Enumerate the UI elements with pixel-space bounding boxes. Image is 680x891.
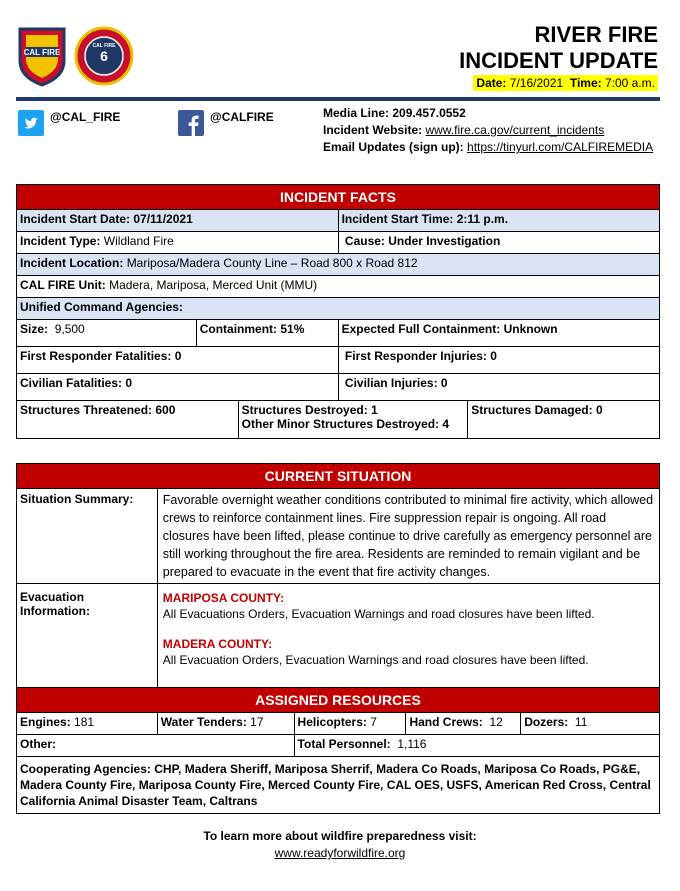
fr-injuries: First Responder Injuries: 0 xyxy=(344,349,497,363)
dozers-count: 11 xyxy=(574,715,588,729)
current-situation-header: CURRENT SITUATION xyxy=(17,464,660,489)
helicopters-count: 7 xyxy=(370,715,377,729)
svg-text:6: 6 xyxy=(100,48,108,64)
incident-location: Mariposa/Madera County Line – Road 800 x Road 812 xyxy=(126,256,418,270)
cause: Cause: Under Investigation xyxy=(344,234,501,248)
civ-injuries: Civilian Injuries: 0 xyxy=(344,376,448,390)
twitter-handle: @CAL_FIRE xyxy=(50,110,121,124)
structures-destroyed: Structures Destroyed: 1 xyxy=(241,403,378,417)
other-label: Other: xyxy=(20,737,56,751)
start-date: Incident Start Date: 07/11/2021 xyxy=(20,212,193,226)
cooperating-agencies: Cooperating Agencies: CHP, Madera Sheriff, Mariposa Sherrif, Madera Co Roads, Mariposa Co Roads, PG&E, Madera County Fire, Mariposa County Fire, Merced County Fire, CAL OES, USFS, American Red Cross, Central California Animal Disaster Team, Caltrans xyxy=(20,762,651,808)
mariposa-county-title: MARIPOSA COUNTY: xyxy=(162,591,285,605)
facebook-handle: @CALFIRE xyxy=(210,110,274,124)
structures-damaged: Structures Damaged: 0 xyxy=(471,403,603,417)
fire-size: 9,500 xyxy=(54,322,85,336)
readyforwildfire-link[interactable]: www.readyforwildfire.org xyxy=(274,846,406,860)
header-divider xyxy=(16,97,660,101)
total-personnel: 1,116 xyxy=(397,737,427,751)
madera-county-text: All Evacuation Orders, Evacuation Warnings and road closures have been lifted. xyxy=(162,653,589,667)
madera-county-title: MADERA COUNTY: xyxy=(162,637,273,651)
start-time: Incident Start Time: 2:11 p.m. xyxy=(341,212,509,226)
title-block xyxy=(459,22,658,92)
mariposa-county-text: All Evacuations Orders, Evacuation Warnings and road closures have been lifted. xyxy=(162,607,595,621)
hand-crews-count: 12 xyxy=(489,715,503,729)
date-time-banner: Date: 7/16/2021 Time: 7:00 a.m. xyxy=(473,75,658,91)
structures-threatened: Structures Threatened: 600 xyxy=(20,403,176,417)
contact-info: Media Line: 209.457.0552 Incident Website: www.fire.ca.gov/current_incidents Email Updates (sign up): https://tinyurl.com/CALFIREMEDIA xyxy=(323,106,654,154)
time-value: 7:00 a.m. xyxy=(604,76,655,90)
current-situation-table: CURRENT SITUATION Situation Summary: Favorable overnight weather conditions contributed to minimal fire activity, which allowed crews to reinforce containment lines. Fire suppression repair is ongoing. All road closures have been lifted, please continue to drive carefully as emergency personnel are still working throughout the fire area. Residents are reminded to remain vigilant and be prepared to evacuate in the event that fire activity changes. Evacuation Information: MARIPOSA COUNTY: All Evacuations Orders, Evacuation Warnings and road closures have been lifted. MADERA COUNTY: All Evacuation Orders, Evacuation Warnings and road closures have been lifted. ASSIGNED RESOURCES Engines: 181 Water Tenders: 17 Helicopters: 7 Hand Crews: 12 Dozers: 11 Other: Total Personnel: 1,116 Cooperating Agencies: CHP, Madera Sheriff, Mariposa Sherrif, Madera Co Roads, Mariposa Co Roads, PG&E, Madera County Fire, Mariposa County Fire, Merced County Fire, CAL OES, USFS, American Red Cross, Central California Animal Disaster Team, Caltrans xyxy=(16,463,660,814)
engines-count: 181 xyxy=(74,715,95,729)
cal-fire-shield-logo xyxy=(16,25,134,87)
situation-summary-label: Situation Summary: xyxy=(20,492,134,506)
footer xyxy=(0,828,680,862)
facebook-icon xyxy=(178,110,204,136)
containment: Containment: 51% xyxy=(199,322,305,336)
title-line1: RIVER FIRE xyxy=(534,22,658,47)
fr-fatalities: First Responder Fatalities: 0 xyxy=(20,349,182,363)
situation-summary-text: Favorable overnight weather conditions contributed to minimal fire activity, which allowed crews to reinforce containment lines. Fire suppression repair is ongoing. All road closures have been lifted, please continue to drive carefully as emergency personnel are still working throughout the fire area. Residents are reminded to remain vigilant and be prepared to evacuate in the event that fire activity changes. xyxy=(157,489,659,584)
cal-fire-logos xyxy=(16,25,134,87)
twitter-icon xyxy=(18,110,44,136)
incident-type: Wildland Fire xyxy=(103,234,174,248)
title-line2: INCIDENT UPDATE xyxy=(459,48,658,73)
date-value: 7/16/2021 xyxy=(509,76,564,90)
svg-text:CAL FIRE: CAL FIRE xyxy=(23,48,61,57)
minor-structures-destroyed: Other Minor Structures Destroyed: 4 xyxy=(241,417,450,431)
twitter-link[interactable] xyxy=(18,110,120,136)
incident-website-link[interactable]: www.fire.ca.gov/current_incidents xyxy=(425,123,605,137)
unified-command: Unified Command Agencies: xyxy=(20,300,183,314)
facebook-link[interactable] xyxy=(178,110,274,136)
evacuation-label: Evacuation Information: xyxy=(20,590,90,618)
expected-containment: Expected Full Containment: Unknown xyxy=(341,322,558,336)
civ-fatalities: Civilian Fatalities: 0 xyxy=(20,376,133,390)
cal-fire-unit: Madera, Mariposa, Merced Unit (MMU) xyxy=(109,278,318,292)
svg-text:CAL FIRE: CAL FIRE xyxy=(92,43,116,49)
water-tenders-count: 17 xyxy=(250,715,264,729)
incident-facts-table: INCIDENT FACTS Incident Start Date: 07/11/2021 Incident Start Time: 2:11 p.m. Incident Type: Wildland Fire Cause: Under Investigation Incident Location: Mariposa/Madera County Line – Road 800 x Road 812 CAL FIRE Unit: Madera, Mariposa, Merced Unit (MMU) Unified Command Agencies: Size: 9,500 Containment: 51% Expected Full Containment: Unknown First Responder Fatalities: 0 First Responder Injuries: 0 Civilian Fatalities: 0 Civilian Injuries: 0 Structures Threatened: 600 Structures Destroyed: 1 Other Minor Structures Destroyed: 4 Structures Damaged: 0 xyxy=(16,184,660,439)
incident-facts-header: INCIDENT FACTS xyxy=(17,185,660,210)
footer-text: To learn more about wildfire preparedness visit: xyxy=(203,829,477,843)
media-line-value: 209.457.0552 xyxy=(392,106,466,120)
assigned-resources-header: ASSIGNED RESOURCES xyxy=(17,688,660,713)
email-updates-link[interactable]: https://tinyurl.com/CALFIREMEDIA xyxy=(467,140,654,154)
